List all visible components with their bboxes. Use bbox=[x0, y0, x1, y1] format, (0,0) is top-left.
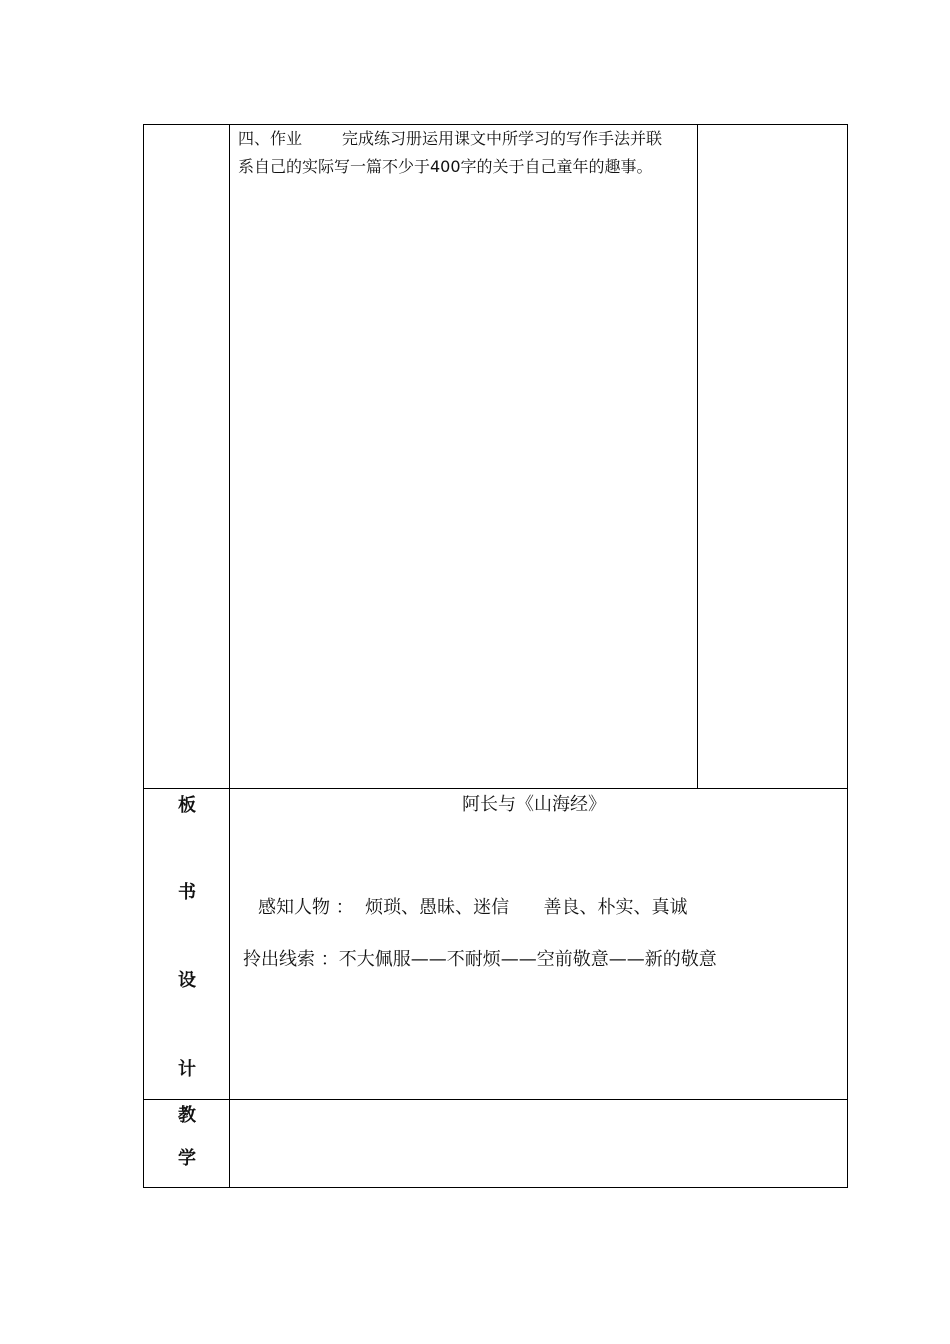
homework-line-1: 完成练习册运用课文中所学习的写作手法并联 bbox=[342, 129, 663, 148]
homework-line-2: 系自己的实际写一篇不少于400字的关于自己童年的趣事。 bbox=[238, 157, 653, 176]
board-title: 阿长与《山海经》 bbox=[462, 794, 606, 815]
row-divider-teaching bbox=[143, 1099, 848, 1100]
label-column-divider bbox=[229, 124, 230, 1188]
row-divider-board bbox=[143, 788, 848, 789]
table-top-border bbox=[143, 124, 848, 125]
board-side-char-2: 书 bbox=[178, 882, 196, 903]
table-right-border bbox=[847, 124, 848, 1188]
board-row-clue: 拎出线索 ：不大佩服——不耐烦——空前敬意——新的敬意 bbox=[243, 949, 717, 970]
board-side-char-4: 计 bbox=[178, 1059, 196, 1080]
teaching-side-char-2: 学 bbox=[178, 1148, 196, 1169]
notes-column-divider bbox=[697, 124, 698, 789]
table-left-border bbox=[143, 124, 144, 1188]
homework-heading: 四、作业 bbox=[238, 129, 303, 148]
table-bottom-border bbox=[143, 1187, 848, 1188]
board-row-characters: 感知人物 ： 烦琐、愚昧、迷信 善良、朴实、真诚 bbox=[258, 897, 688, 918]
teaching-side-char-1: 教 bbox=[178, 1105, 196, 1126]
board-side-char-3: 设 bbox=[178, 970, 196, 991]
board-side-char-1: 板 bbox=[178, 795, 196, 816]
